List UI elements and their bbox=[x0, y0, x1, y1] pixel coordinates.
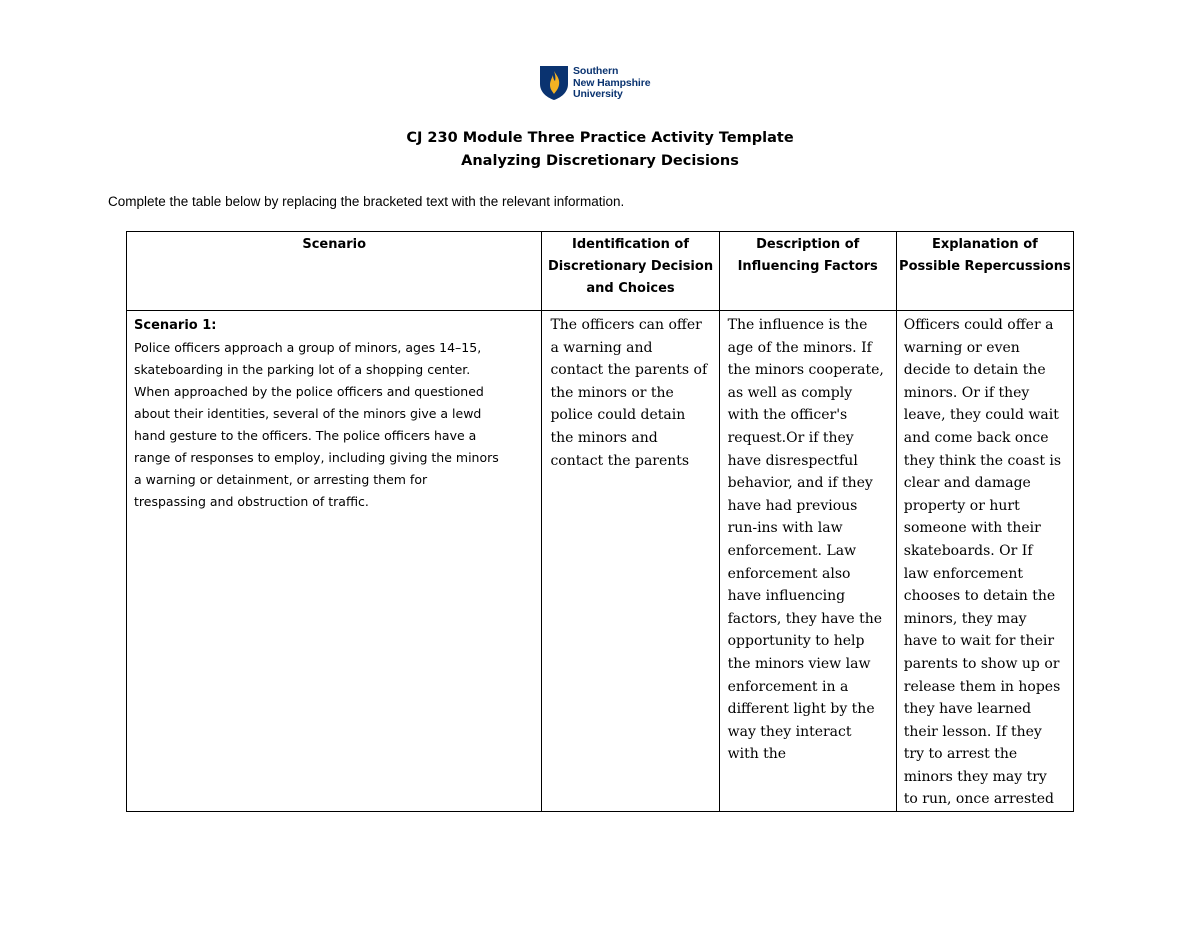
identification-line: contact the parents bbox=[550, 452, 690, 469]
header-scenario-label: Scenario bbox=[302, 237, 367, 252]
description-line: different light by the bbox=[727, 701, 875, 718]
description-line: opportunity to help bbox=[727, 633, 865, 650]
scenario-line: about their identities, several of the minors give a lewd bbox=[134, 406, 482, 421]
header-explanation-line: Explanation of bbox=[931, 237, 1038, 252]
explanation-line: parents to show up or bbox=[903, 655, 1060, 672]
table-row bbox=[127, 311, 1074, 812]
identification-line: police could detain bbox=[550, 407, 686, 424]
description-line: factors, they have the bbox=[727, 610, 883, 627]
explanation-line: their lesson. If they bbox=[903, 723, 1042, 740]
description-line: the minors cooperate, bbox=[727, 362, 884, 379]
header-explanation-line: Possible Repercussions bbox=[899, 259, 1071, 274]
scenario-line: a warning or detainment, or arresting them for bbox=[134, 472, 428, 487]
scenario-line: Police officers approach a group of minors, ages 14–15, bbox=[134, 340, 482, 355]
explanation-line: and come back once bbox=[903, 429, 1049, 446]
header-identification-line: Identification of bbox=[572, 237, 689, 252]
description-cell[interactable] bbox=[719, 311, 896, 812]
identification-line: contact the parents of bbox=[550, 362, 708, 379]
description-line: have disrespectful bbox=[727, 452, 858, 469]
explanation-line: someone with their bbox=[903, 520, 1041, 537]
discretionary-decisions-table bbox=[126, 231, 1074, 812]
document-subtitle: Analyzing Discretionary Decisions bbox=[461, 153, 739, 169]
header-identification bbox=[542, 232, 719, 311]
explanation-line: minors. Or if they bbox=[903, 384, 1030, 401]
identification-cell[interactable] bbox=[542, 311, 719, 812]
description-line: request.Or if they bbox=[727, 429, 854, 446]
logo-line-2: New Hampshire bbox=[573, 76, 651, 89]
explanation-line: they think the coast is bbox=[903, 452, 1062, 469]
scenario-cell bbox=[127, 311, 542, 812]
explanation-line: release them in hopes bbox=[903, 678, 1061, 695]
table-header-row bbox=[127, 232, 1074, 311]
description-line: as well as comply bbox=[727, 384, 853, 401]
description-line: enforcement. Law bbox=[727, 542, 857, 559]
identification-line: the minors and bbox=[550, 429, 658, 446]
description-line: enforcement in a bbox=[727, 678, 849, 695]
description-line: way they interact bbox=[727, 723, 852, 740]
description-line: have had previous bbox=[727, 497, 858, 514]
description-line: enforcement also bbox=[727, 565, 851, 582]
header-scenario bbox=[127, 232, 542, 311]
identification-line: a warning and bbox=[550, 339, 653, 356]
header-description-line: Influencing Factors bbox=[737, 259, 878, 274]
logo-line-3: University bbox=[573, 88, 623, 100]
explanation-cell[interactable] bbox=[896, 311, 1073, 812]
explanation-line: minors, they may bbox=[903, 610, 1027, 627]
explanation-line: property or hurt bbox=[903, 497, 1020, 514]
explanation-line: minors they may try bbox=[903, 768, 1047, 785]
explanation-line: decide to detain the bbox=[903, 362, 1046, 379]
identification-line: The officers can offer bbox=[550, 317, 702, 333]
document-titles bbox=[0, 127, 1200, 173]
instruction-text: Complete the table below by replacing the bracketed text with the relevant information. bbox=[108, 194, 625, 209]
description-line: the minors view law bbox=[727, 655, 871, 672]
logo-wordmark bbox=[573, 66, 650, 101]
description-line: with the officer's bbox=[727, 407, 848, 424]
description-line: run-ins with law bbox=[727, 520, 843, 537]
explanation-line: clear and damage bbox=[903, 475, 1031, 492]
explanation-line: chooses to detain the bbox=[903, 588, 1056, 605]
identification-line: the minors or the bbox=[550, 384, 674, 401]
explanation-line: to run, once arrested bbox=[903, 791, 1055, 808]
description-line: with the bbox=[727, 746, 787, 763]
scenario-line: When approached by the police officers and questioned bbox=[134, 384, 484, 399]
explanation-line: law enforcement bbox=[903, 565, 1023, 582]
explanation-line: skateboards. Or If bbox=[903, 542, 1033, 559]
header-description-line: Description of bbox=[756, 237, 860, 252]
header-explanation bbox=[896, 232, 1073, 311]
explanation-line: Officers could offer a bbox=[903, 317, 1054, 333]
explanation-line: leave, they could wait bbox=[903, 407, 1059, 424]
description-line: age of the minors. If bbox=[727, 339, 872, 356]
scenario-line: hand gesture to the officers. The police officers have a bbox=[134, 428, 477, 443]
scenario-line: range of responses to employ, including giving the minors bbox=[134, 450, 499, 465]
explanation-line: have to wait for their bbox=[903, 633, 1055, 650]
explanation-line: try to arrest the bbox=[903, 746, 1018, 763]
document-title: CJ 230 Module Three Practice Activity Template bbox=[406, 130, 794, 146]
header-identification-line: Discretionary Decision bbox=[547, 259, 714, 274]
shield-flame-icon bbox=[539, 65, 569, 101]
scenario-title: Scenario 1: bbox=[134, 318, 217, 333]
description-line: have influencing bbox=[727, 588, 846, 605]
header-identification-line: and Choices bbox=[586, 281, 675, 296]
header-description bbox=[719, 232, 896, 311]
description-line: behavior, and if they bbox=[727, 475, 873, 492]
explanation-line: they have learned bbox=[903, 701, 1032, 718]
scenario-line: trespassing and obstruction of traffic. bbox=[134, 494, 369, 509]
scenario-line: skateboarding in the parking lot of a shopping center. bbox=[134, 362, 471, 377]
logo-line-1: Southern bbox=[573, 65, 619, 77]
explanation-line: warning or even bbox=[903, 339, 1020, 356]
snhu-logo bbox=[539, 65, 669, 105]
description-line: The influence is the bbox=[727, 317, 868, 333]
